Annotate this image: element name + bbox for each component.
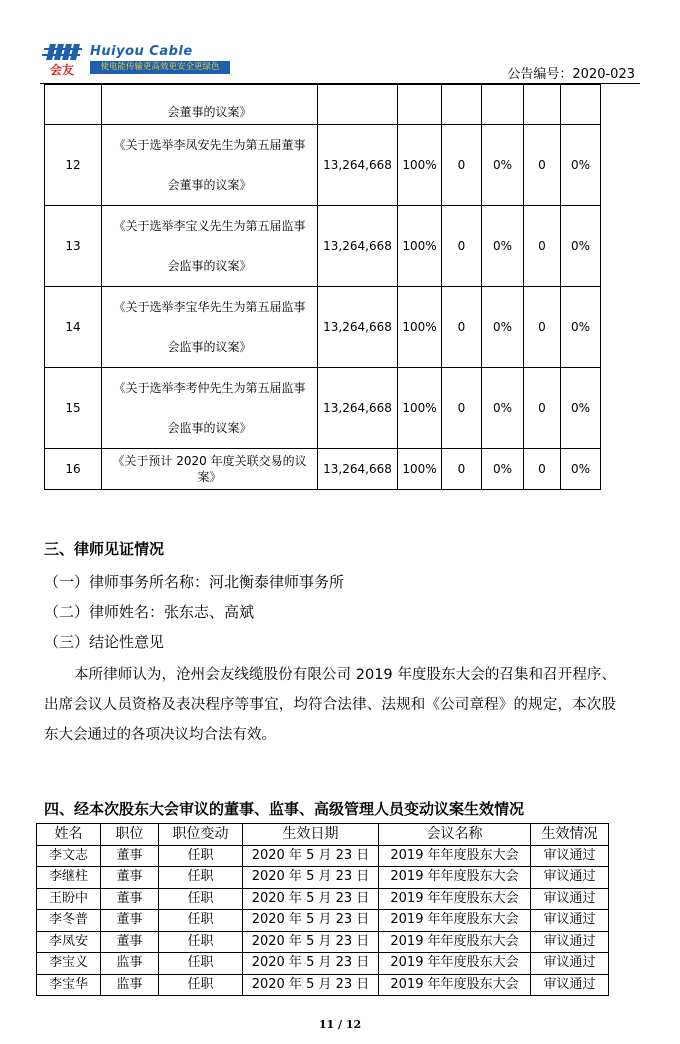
position-change: 任职 bbox=[159, 931, 243, 953]
abstain-pct: 0% bbox=[561, 206, 601, 287]
person-position: 董事 bbox=[101, 845, 159, 867]
abstain-pct: 0% bbox=[561, 125, 601, 206]
logo-mark-icon bbox=[40, 42, 84, 76]
column-header-position: 职位 bbox=[101, 824, 159, 846]
lawyer-names: （二）律师姓名：张东志、高斌 bbox=[44, 603, 255, 621]
position-change: 任职 bbox=[159, 845, 243, 867]
against-pct: 0% bbox=[482, 287, 524, 368]
against-pct: 0% bbox=[482, 206, 524, 287]
approve-pct: 100% bbox=[398, 287, 442, 368]
effective-date: 2020 年 5 月 23 日 bbox=[243, 953, 379, 975]
document-number: 公告编号：2020-023 bbox=[507, 67, 635, 82]
table-row bbox=[45, 449, 601, 490]
abstain-pct: 0% bbox=[561, 368, 601, 449]
table-row bbox=[37, 931, 609, 953]
law-firm-name: （一）律师事务所名称：河北衡泰律师事务所 bbox=[44, 573, 345, 591]
effective-date: 2020 年 5 月 23 日 bbox=[243, 845, 379, 867]
approve-pct: 100% bbox=[398, 206, 442, 287]
column-header-status: 生效情况 bbox=[531, 824, 609, 846]
table-row-continued bbox=[45, 85, 601, 125]
table-row bbox=[45, 368, 601, 449]
voting-results-table bbox=[44, 84, 601, 490]
person-position: 监事 bbox=[101, 974, 159, 996]
approve-pct: 100% bbox=[398, 449, 442, 490]
effective-status: 审议通过 bbox=[531, 910, 609, 932]
person-name: 李冬普 bbox=[37, 910, 101, 932]
approve-shares: 13,264,668 bbox=[318, 206, 398, 287]
abstain-shares: 0 bbox=[524, 206, 561, 287]
against-shares: 0 bbox=[442, 368, 482, 449]
person-name: 李凤安 bbox=[37, 931, 101, 953]
conclusion-heading: （三）结论性意见 bbox=[44, 633, 165, 651]
effective-status: 审议通过 bbox=[531, 867, 609, 889]
table-row bbox=[45, 287, 601, 368]
brand-slogan: 使电能传输更高效更安全更绿色 bbox=[90, 61, 230, 74]
approve-pct: 100% bbox=[398, 125, 442, 206]
table-row bbox=[37, 974, 609, 996]
effective-date: 2020 年 5 月 23 日 bbox=[243, 867, 379, 889]
against-shares: 0 bbox=[442, 449, 482, 490]
proposal-name-cell: 《关于选举李宝义先生为第五届监事 会监事的议案》 bbox=[102, 206, 318, 287]
proposal-number: 16 bbox=[45, 449, 102, 490]
meeting-name: 2019 年年度股东大会 bbox=[379, 910, 531, 932]
table-row bbox=[45, 206, 601, 287]
person-name: 王盼中 bbox=[37, 888, 101, 910]
abstain-pct: 0% bbox=[561, 287, 601, 368]
page-header bbox=[0, 0, 680, 82]
table-header-row bbox=[37, 824, 609, 846]
conclusion-paragraph: 本所律师认为，沧州会友线缆股份有限公司 2019 年度股东大会的召集和召开程序、出席会议人员资格及表决程序等事宜，均符合法律、法规和《公司章程》的规定，本次股东大会通过的各项决议均合法有效。 bbox=[44, 667, 616, 743]
person-position: 董事 bbox=[101, 888, 159, 910]
meeting-name: 2019 年年度股东大会 bbox=[379, 867, 531, 889]
proposal-name-cell: 《关于选举李考仲先生为第五届监事 会监事的议案》 bbox=[102, 368, 318, 449]
abstain-shares: 0 bbox=[524, 287, 561, 368]
position-change: 任职 bbox=[159, 953, 243, 975]
proposal-name-cell: 《关于预计 2020 年度关联交易的议案》 bbox=[102, 449, 318, 490]
proposal-number: 15 bbox=[45, 368, 102, 449]
effective-status: 审议通过 bbox=[531, 974, 609, 996]
company-logo bbox=[40, 42, 220, 76]
table-row bbox=[37, 953, 609, 975]
against-pct: 0% bbox=[482, 125, 524, 206]
approve-shares: 13,264,668 bbox=[318, 125, 398, 206]
table-row bbox=[45, 125, 601, 206]
position-change: 任职 bbox=[159, 867, 243, 889]
proposal-number: 13 bbox=[45, 206, 102, 287]
column-header-name: 姓名 bbox=[37, 824, 101, 846]
meeting-name: 2019 年年度股东大会 bbox=[379, 974, 531, 996]
section-heading-lawyer: 三、律师见证情况 bbox=[44, 540, 165, 558]
table-row bbox=[37, 845, 609, 867]
table-row bbox=[37, 888, 609, 910]
against-shares: 0 bbox=[442, 125, 482, 206]
person-position: 董事 bbox=[101, 867, 159, 889]
meeting-name: 2019 年年度股东大会 bbox=[379, 953, 531, 975]
approve-shares: 13,264,668 bbox=[318, 287, 398, 368]
brand-name: Huiyou Cable bbox=[90, 44, 193, 59]
column-header-date: 生效日期 bbox=[243, 824, 379, 846]
against-pct: 0% bbox=[482, 368, 524, 449]
approve-pct: 100% bbox=[398, 368, 442, 449]
effective-date: 2020 年 5 月 23 日 bbox=[243, 974, 379, 996]
abstain-pct: 0% bbox=[561, 449, 601, 490]
effective-date: 2020 年 5 月 23 日 bbox=[243, 888, 379, 910]
column-header-change: 职位变动 bbox=[159, 824, 243, 846]
position-change: 任职 bbox=[159, 888, 243, 910]
meeting-name: 2019 年年度股东大会 bbox=[379, 888, 531, 910]
person-name: 李宝义 bbox=[37, 953, 101, 975]
abstain-shares: 0 bbox=[524, 125, 561, 206]
person-position: 董事 bbox=[101, 931, 159, 953]
abstain-shares: 0 bbox=[524, 368, 561, 449]
against-shares: 0 bbox=[442, 287, 482, 368]
effective-status: 审议通过 bbox=[531, 953, 609, 975]
against-pct: 0% bbox=[482, 449, 524, 490]
person-position: 监事 bbox=[101, 953, 159, 975]
proposal-number: 14 bbox=[45, 287, 102, 368]
proposal-number: 12 bbox=[45, 125, 102, 206]
person-name: 李继柱 bbox=[37, 867, 101, 889]
effective-status: 审议通过 bbox=[531, 845, 609, 867]
proposal-name-cell: 《关于选举李宝华先生为第五届监事 会监事的议案》 bbox=[102, 287, 318, 368]
approve-shares: 13,264,668 bbox=[318, 368, 398, 449]
meeting-name: 2019 年年度股东大会 bbox=[379, 931, 531, 953]
table-row bbox=[37, 910, 609, 932]
table-row bbox=[37, 867, 609, 889]
position-change: 任职 bbox=[159, 974, 243, 996]
proposal-name-cell: 会董事的议案》 bbox=[102, 85, 318, 125]
effective-date: 2020 年 5 月 23 日 bbox=[243, 931, 379, 953]
effective-status: 审议通过 bbox=[531, 888, 609, 910]
approve-shares: 13,264,668 bbox=[318, 449, 398, 490]
logo-mark-text: 会友 bbox=[49, 63, 75, 76]
abstain-shares: 0 bbox=[524, 449, 561, 490]
proposal-name-cell: 《关于选举李凤安先生为第五届董事 会董事的议案》 bbox=[102, 125, 318, 206]
personnel-change-table bbox=[36, 823, 609, 996]
column-header-meeting: 会议名称 bbox=[379, 824, 531, 846]
page-number: 11 / 12 bbox=[318, 1018, 362, 1031]
meeting-name: 2019 年年度股东大会 bbox=[379, 845, 531, 867]
person-name: 李文志 bbox=[37, 845, 101, 867]
section-heading-personnel: 四、经本次股东大会审议的董事、监事、高级管理人员变动议案生效情况 bbox=[44, 800, 525, 818]
effective-date: 2020 年 5 月 23 日 bbox=[243, 910, 379, 932]
effective-status: 审议通过 bbox=[531, 931, 609, 953]
person-name: 李宝华 bbox=[37, 974, 101, 996]
person-position: 董事 bbox=[101, 910, 159, 932]
position-change: 任职 bbox=[159, 910, 243, 932]
against-shares: 0 bbox=[442, 206, 482, 287]
